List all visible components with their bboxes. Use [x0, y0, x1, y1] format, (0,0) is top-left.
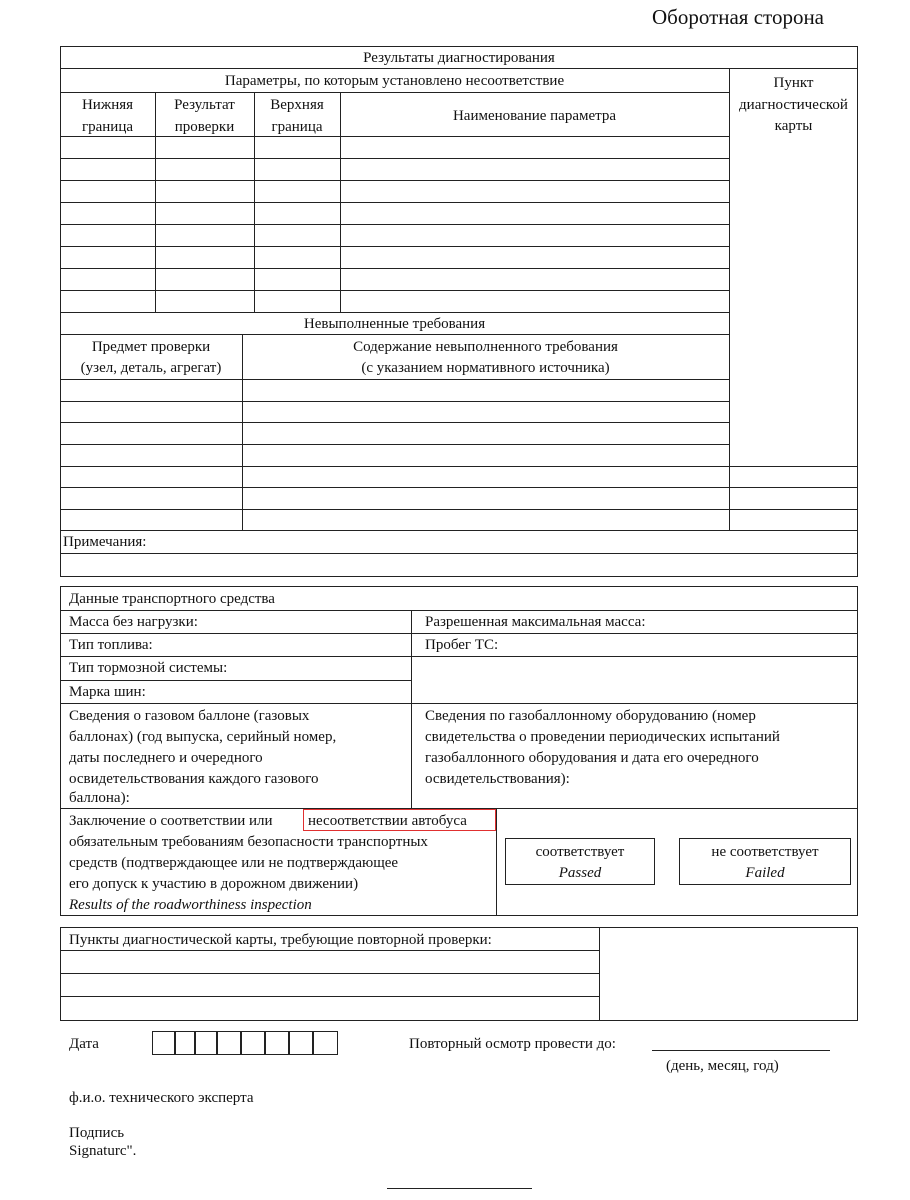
brake-type-field[interactable]: Тип тормозной системы:: [69, 660, 228, 676]
unmet-row[interactable]: [60, 422, 729, 423]
expert-label: ф.и.о. технического эксперта: [69, 1090, 254, 1106]
conclusion-prefix: Заключение о соответствии или: [69, 813, 273, 829]
param-row[interactable]: [60, 136, 729, 137]
unmet-row[interactable]: [60, 401, 729, 402]
param-row[interactable]: [60, 268, 729, 269]
conclusion-en: Results of the roadworthiness inspection: [69, 897, 312, 913]
gas-equipment-l3: газобаллонного оборудования и дата его очередного: [425, 750, 759, 766]
conclusion-l4: его допуск к участию в дорожном движении): [69, 876, 359, 892]
col-result-l1: Результат: [174, 97, 235, 113]
divider: [729, 466, 730, 530]
retest-title: Пункты диагностической карты, требующие повторной проверки:: [69, 932, 492, 948]
date-box[interactable]: [264, 1031, 290, 1055]
notes-label: Примечания:: [63, 534, 147, 550]
params-title: Параметры, по которым установлено несоответствие: [224, 73, 565, 89]
gas-cylinder-l1: Сведения о газовом баллоне (газовых: [69, 708, 310, 724]
retest-row[interactable]: [60, 950, 599, 951]
divider: [60, 530, 858, 531]
unmet-row[interactable]: [60, 487, 858, 488]
signature-ru: Подпись: [69, 1125, 125, 1141]
col-upper-l2: граница: [271, 119, 323, 135]
param-row[interactable]: [60, 246, 729, 247]
divider: [60, 312, 729, 313]
item-col-l2: диагностической: [739, 97, 848, 113]
col-param-name: Наименование параметра: [452, 108, 617, 124]
date-box[interactable]: [240, 1031, 266, 1055]
unmet-col-subject-l2: (узел, деталь, агрегат): [80, 360, 222, 376]
gas-equipment-l1: Сведения по газобаллонному оборудованию (номер: [425, 708, 756, 724]
date-box[interactable]: [312, 1031, 338, 1055]
divider: [60, 703, 858, 704]
date-box[interactable]: [216, 1031, 242, 1055]
retest-row[interactable]: [60, 996, 599, 997]
item-col-l3: карты: [774, 118, 813, 134]
divider: [496, 808, 497, 916]
failed-en: Failed: [745, 865, 785, 881]
notes-row[interactable]: [60, 553, 858, 554]
date-box[interactable]: [152, 1031, 176, 1055]
divider: [599, 927, 600, 1021]
unmet-col-content-l2: (с указанием нормативного источника): [361, 360, 610, 376]
divider: [60, 633, 858, 634]
col-lower-l1: Нижняя: [81, 97, 134, 113]
divider: [60, 68, 858, 69]
unmet-title: Невыполненные требования: [303, 316, 486, 332]
failed-ru: не соответствует: [711, 844, 819, 860]
divider: [411, 610, 412, 808]
param-row[interactable]: [60, 224, 729, 225]
unmet-row[interactable]: [60, 444, 729, 445]
gas-cylinder-l3: даты последнего и очередного: [69, 750, 263, 766]
vehicle-title: Данные транспортного средства: [69, 591, 275, 607]
conclusion-highlight: несоответствии автобуса: [308, 813, 467, 829]
diagnostics-title: Результаты диагностирования: [363, 50, 555, 66]
unmet-col-content-l1: Содержание невыполненного требования: [353, 339, 618, 355]
passed-ru: соответствует: [535, 844, 625, 860]
reinspect-date-line[interactable]: [652, 1050, 830, 1051]
divider: [60, 656, 858, 657]
col-lower-l2: граница: [81, 119, 134, 135]
divider: [242, 334, 243, 530]
mileage-field[interactable]: Пробег ТС:: [425, 637, 499, 653]
param-row[interactable]: [60, 180, 729, 181]
gas-cylinder-l2: баллонах) (год выпуска, серийный номер,: [69, 729, 337, 745]
reinspect-hint: (день, месяц, год): [666, 1058, 779, 1074]
retest-row[interactable]: [60, 973, 599, 974]
signature-en: Signaturc".: [69, 1143, 137, 1159]
divider: [60, 334, 729, 335]
conclusion-l2: обязательным требованиям безопасности транспортных: [69, 834, 428, 850]
date-box[interactable]: [174, 1031, 196, 1055]
conclusion-l3: средств (подтверждающее или не подтверждающее: [69, 855, 399, 871]
gas-cylinder-l5: баллона):: [69, 790, 130, 806]
unmet-col-subject-l1: Предмет проверки: [91, 339, 211, 355]
item-col-l1: Пункт: [773, 75, 814, 91]
unmet-row[interactable]: [60, 466, 858, 467]
date-box[interactable]: [194, 1031, 218, 1055]
param-row[interactable]: [60, 158, 729, 159]
tyre-brand-field[interactable]: Марка шин:: [69, 684, 146, 700]
date-label: Дата: [69, 1036, 99, 1052]
gas-cylinder-l4: освидетельствования каждого газового: [69, 771, 319, 787]
unmet-row[interactable]: [60, 379, 729, 380]
unladen-mass-field[interactable]: Масса без нагрузки:: [69, 614, 198, 630]
date-box[interactable]: [288, 1031, 314, 1055]
gas-equipment-l2: свидетельства о проведении периодических испытаний: [425, 729, 780, 745]
reinspect-label: Повторный осмотр провести до:: [409, 1036, 616, 1052]
col-result-l2: проверки: [174, 119, 235, 135]
param-row[interactable]: [60, 202, 729, 203]
footnote-rule: [387, 1188, 532, 1189]
divider: [60, 92, 729, 93]
divider: [60, 610, 858, 611]
max-mass-field[interactable]: Разрешенная максимальная масса:: [425, 614, 646, 630]
page-side-label: Оборотная сторона: [652, 5, 824, 29]
unmet-row[interactable]: [60, 509, 858, 510]
passed-en: Passed: [558, 865, 602, 881]
param-row[interactable]: [60, 290, 729, 291]
fuel-type-field[interactable]: Тип топлива:: [69, 637, 153, 653]
divider: [60, 680, 411, 681]
col-upper-l1: Верхняя: [270, 97, 324, 113]
gas-equipment-l4: освидетельствования):: [425, 771, 570, 787]
